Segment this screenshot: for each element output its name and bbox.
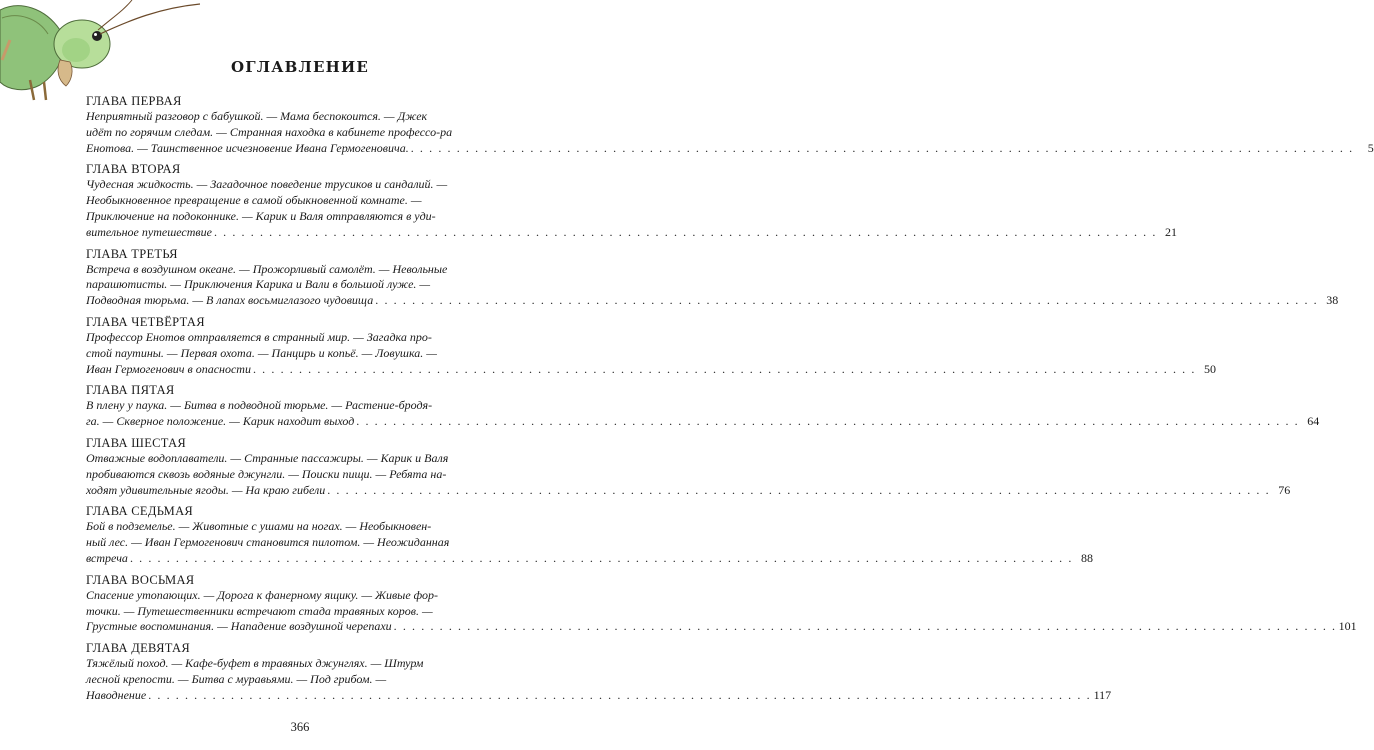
- page-title: ОГЛАВЛЕНИЕ: [230, 58, 370, 76]
- summary-line: Чудесная жидкость. — Загадочное поведение трусиков и сандалий. —: [86, 177, 448, 192]
- toc-chapter[interactable]: [86, 640, 1112, 703]
- dot-leader: . . . . . . . . . . . . . . . . . . . . . . . . . . . . . . . . . . . . . . . . . . . . . . . . . . . . . . . . . . . . . . . . . . . . . . . . . . . . . . . . . . . . . . . . . . . . . . . . . . . . . . .: [375, 293, 1319, 308]
- summary-line: пробиваются сквозь водяные джунгли. — Поиски пищи. — Ребята на-: [86, 466, 447, 481]
- chapter-summary: [86, 177, 1177, 240]
- summary-text: Енотова. — Таинственное исчезновение Ивана Гермогеновича.: [86, 140, 409, 155]
- summary-line: Спасение утопающих. — Дорога к фанерному ящику. — Живые фор-: [86, 587, 438, 602]
- toc-chapter[interactable]: [86, 93, 1374, 156]
- chapter-heading: ГЛАВА ДЕВЯТАЯ: [86, 641, 190, 656]
- chapter-summary: [86, 261, 1339, 309]
- summary-line: идёт по горячим следам. — Странная находка в кабинете профессо-ра: [86, 124, 453, 139]
- summary-line: Приключение на подоконнике. — Карик и Валя отправляются в уди-: [86, 208, 436, 223]
- summary-line: Тяжёлый поход. — Кафе-буфет в травяных джунглях. — Штурм: [86, 656, 424, 671]
- chapter-page-number: 50: [1203, 361, 1216, 376]
- chapter-page-number: 117: [1093, 687, 1112, 702]
- dot-leader: . . . . . . . . . . . . . . . . . . . . . . . . . . . . . . . . . . . . . . . . . . . . . . . . . . . . . . . . . . . . . . . . . . . . . . . . . . . . . . . . . . . . . . . . . . . . . . . . . . . . . . .: [327, 482, 1271, 497]
- chapter-heading: ГЛАВА ТРЕТЬЯ: [86, 246, 178, 261]
- chapter-page-number: 38: [1326, 293, 1339, 308]
- chapter-summary: [86, 519, 1093, 566]
- summary-line: Необыкновенное превращение в самой обыкновенной комнате. —: [86, 193, 422, 208]
- summary-text: Наводнение: [86, 687, 147, 702]
- dot-leader: . . . . . . . . . . . . . . . . . . . . . . . . . . . . . . . . . . . . . . . . . . . . . . . . . . . . . . . . . . . . . . . . . . . . . . . . . . . . . . . . . . . . . . . . . . . . . . . . . . . . . . .: [213, 224, 1157, 239]
- chapter-summary: [86, 656, 1112, 703]
- summary-text: га. — Скверное положение. — Карик находит выход: [86, 414, 355, 429]
- summary-line: лесной крепости. — Битва с муравьями. — Под грибом. —: [86, 671, 387, 686]
- chapter-summary: [86, 450, 1291, 498]
- summary-text: Иван Гермогенович в опасности: [86, 361, 251, 376]
- toc-chapter[interactable]: [86, 382, 1320, 430]
- toc-chapter[interactable]: [86, 161, 1177, 240]
- toc-chapter[interactable]: [86, 572, 1357, 635]
- summary-line: [86, 482, 1291, 499]
- chapter-summary: [86, 398, 1320, 430]
- summary-line: точки. — Путешественники встречают стада травяных коров. —: [86, 603, 433, 618]
- summary-line: стой паутины. — Первая охота. — Панцирь и копьё. — Ловушка. —: [86, 345, 437, 360]
- summary-text: вительное путешествие: [86, 224, 212, 239]
- dot-leader: . . . . . . . . . . . . . . . . . . . . . . . . . . . . . . . . . . . . . . . . . . . . . . . . . . . . . . . . . . . . . . . . . . . . . . . . . . . . . . . . . . . . . . . . . . . . . . . . . . . . . . .: [148, 687, 1092, 702]
- summary-line: [86, 687, 1112, 704]
- summary-line: ный лес. — Иван Гермогенович становится пилотом. — Неожиданная: [86, 535, 450, 550]
- grasshopper-illustration: [0, 0, 200, 100]
- toc-chapter[interactable]: [86, 314, 1216, 377]
- chapter-page-number: 76: [1278, 482, 1291, 497]
- summary-line: [86, 293, 1339, 309]
- summary-line: [86, 619, 1357, 635]
- chapter-summary: [86, 109, 1374, 156]
- chapter-heading: ГЛАВА ПЯТАЯ: [86, 383, 175, 398]
- dot-leader: . . . . . . . . . . . . . . . . . . . . . . . . . . . . . . . . . . . . . . . . . . . . . . . . . . . . . . . . . . . . . . . . . . . . . . . . . . . . . . . . . . . . . . . . . . . . . . . . . . . . . . .: [393, 619, 1337, 634]
- chapter-heading: ГЛАВА СЕДЬМАЯ: [86, 504, 194, 519]
- dot-leader: . . . . . . . . . . . . . . . . . . . . . . . . . . . . . . . . . . . . . . . . . . . . . . . . . . . . . . . . . . . . . . . . . . . . . . . . . . . . . . . . . . . . . . . . . . . . . . . . . . . . . . .: [356, 414, 1300, 429]
- chapter-summary: [86, 587, 1357, 635]
- toc-chapter[interactable]: [86, 503, 1093, 566]
- summary-text: ходят удивительные ягоды. — На краю гибели: [86, 482, 326, 497]
- chapter-page-number: 101: [1338, 619, 1357, 634]
- chapter-heading: ГЛАВА ВТОРАЯ: [86, 162, 181, 177]
- summary-line: Встреча в воздушном океане. — Прожорливый самолёт. — Невольные: [86, 261, 448, 276]
- chapter-heading: ГЛАВА ВОСЬМАЯ: [86, 572, 195, 587]
- table-of-contents: [86, 93, 1374, 709]
- toc-chapter[interactable]: [86, 435, 1291, 498]
- toc-chapter[interactable]: [86, 246, 1339, 309]
- dot-leader: . . . . . . . . . . . . . . . . . . . . . . . . . . . . . . . . . . . . . . . . . . . . . . . . . . . . . . . . . . . . . . . . . . . . . . . . . . . . . . . . . . . . . . . . . . . . . . . . . . . . . . .: [129, 550, 1073, 565]
- summary-line: Бой в подземелье. — Животные с ушами на ногах. — Необыкновен-: [86, 519, 432, 534]
- summary-text: Подводная тюрьма. — В лапах восьмиглазого чудовища: [86, 293, 374, 308]
- chapter-heading: ГЛАВА ШЕСТАЯ: [86, 435, 187, 450]
- page-number: 366: [290, 720, 310, 734]
- chapter-page-number: 64: [1307, 414, 1320, 429]
- dot-leader: . . . . . . . . . . . . . . . . . . . . . . . . . . . . . . . . . . . . . . . . . . . . . . . . . . . . . . . . . . . . . . . . . . . . . . . . . . . . . . . . . . . . . . . . . . . . . . . . . . . . . . .: [410, 140, 1354, 155]
- summary-text: встреча: [86, 550, 128, 565]
- summary-line: [86, 550, 1093, 567]
- chapter-page-number: 88: [1080, 550, 1093, 565]
- chapter-heading: ГЛАВА ПЕРВАЯ: [86, 94, 182, 108]
- summary-line: [86, 224, 1177, 241]
- summary-line: парашютисты. — Приключения Карика и Вали в большой луже. —: [86, 277, 431, 292]
- summary-line: Отважные водоплаватели. — Странные пассажиры. — Карик и Валя: [86, 450, 449, 465]
- summary-line: Неприятный разговор с бабушкой. — Мама беспокоится. — Джек: [86, 109, 428, 123]
- summary-line: [86, 140, 1374, 157]
- summary-line: Профессор Енотов отправляется в странный мир. — Загадка про-: [86, 329, 432, 344]
- dot-leader: . . . . . . . . . . . . . . . . . . . . . . . . . . . . . . . . . . . . . . . . . . . . . . . . . . . . . . . . . . . . . . . . . . . . . . . . . . . . . . . . . . . . . . . . . . . . . . . . . . . . . . .: [252, 361, 1196, 376]
- chapter-page-number: 5: [1367, 140, 1374, 155]
- summary-line: [86, 361, 1216, 378]
- chapter-heading: ГЛАВА ЧЕТВЁРТАЯ: [86, 314, 205, 329]
- summary-line: [86, 414, 1320, 430]
- summary-text: Грустные воспоминания. — Нападение воздушной черепахи: [86, 619, 392, 634]
- chapter-summary: [86, 329, 1216, 377]
- chapter-page-number: 21: [1164, 224, 1177, 239]
- summary-line: В плену у паука. — Битва в подводной тюрьме. — Растение-бродя-: [86, 398, 433, 413]
